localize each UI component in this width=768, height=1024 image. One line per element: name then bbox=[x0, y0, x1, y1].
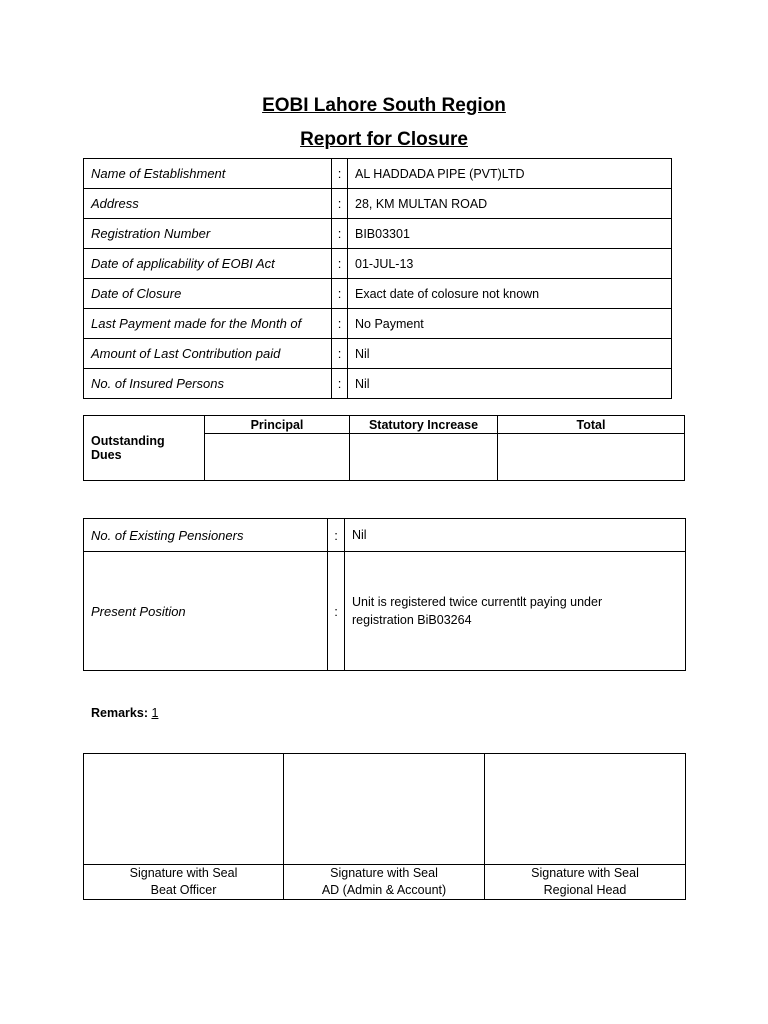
column-header-statutory-increase: Statutory Increase bbox=[350, 416, 498, 434]
signature-line: Signature with Seal bbox=[129, 866, 238, 880]
detail-colon: : bbox=[332, 219, 348, 249]
remarks-value: 1 bbox=[151, 706, 159, 720]
signature-box-beat-officer bbox=[84, 754, 284, 865]
pensioners-value: Nil bbox=[345, 519, 686, 552]
signatory-title: Beat Officer bbox=[150, 883, 217, 897]
detail-colon: : bbox=[332, 279, 348, 309]
present-position-colon: : bbox=[328, 552, 345, 671]
detail-row-closure-date bbox=[84, 279, 672, 309]
detail-row-establishment-name bbox=[84, 159, 672, 189]
pensioners-colon: : bbox=[328, 519, 345, 552]
present-position-line-2: registration BiB03264 bbox=[352, 613, 472, 627]
signature-caption-beat-officer bbox=[84, 865, 284, 900]
detail-value: BIB03301 bbox=[348, 219, 672, 249]
detail-label: Date of Closure bbox=[84, 279, 332, 309]
detail-value: 28, KM MULTAN ROAD bbox=[348, 189, 672, 219]
signatory-title: AD (Admin & Account) bbox=[321, 883, 447, 897]
outstanding-dues-label: Outstanding Dues bbox=[84, 416, 205, 481]
detail-colon: : bbox=[332, 249, 348, 279]
signature-caption-regional-head bbox=[485, 865, 686, 900]
detail-label: Registration Number bbox=[84, 219, 332, 249]
detail-row-address bbox=[84, 189, 672, 219]
report-subtitle: Report for Closure bbox=[300, 129, 468, 150]
report-title: EOBI Lahore South Region bbox=[262, 95, 506, 116]
detail-value: AL HADDADA PIPE (PVT)LTD bbox=[348, 159, 672, 189]
detail-row-last-payment bbox=[84, 309, 672, 339]
total-value bbox=[498, 434, 685, 481]
detail-label: No. of Insured Persons bbox=[84, 369, 332, 399]
principal-value bbox=[205, 434, 350, 481]
signature-box-ad-admin bbox=[284, 754, 485, 865]
establishment-details-table bbox=[83, 158, 672, 399]
detail-row-last-contribution bbox=[84, 339, 672, 369]
present-position-value bbox=[345, 552, 686, 671]
detail-label: Last Payment made for the Month of bbox=[84, 309, 332, 339]
detail-value: 01-JUL-13 bbox=[348, 249, 672, 279]
present-position-line-1: Unit is registered twice currentlt paying under bbox=[352, 595, 603, 609]
pensioners-label: No. of Existing Pensioners bbox=[84, 519, 328, 552]
detail-label: Amount of Last Contribution paid bbox=[84, 339, 332, 369]
detail-colon: : bbox=[332, 339, 348, 369]
statutory-increase-value bbox=[350, 434, 498, 481]
present-position-label: Present Position bbox=[84, 552, 328, 671]
signature-line: Signature with Seal bbox=[531, 866, 639, 880]
signature-box-regional-head bbox=[485, 754, 686, 865]
detail-value: Exact date of colosure not known bbox=[348, 279, 672, 309]
column-header-principal: Principal bbox=[205, 416, 350, 434]
detail-value: Nil bbox=[348, 369, 672, 399]
detail-colon: : bbox=[332, 159, 348, 189]
signatures-table bbox=[83, 753, 686, 900]
detail-label: Address bbox=[84, 189, 332, 219]
detail-colon: : bbox=[332, 309, 348, 339]
detail-colon: : bbox=[332, 369, 348, 399]
pensioners-row bbox=[84, 519, 686, 552]
detail-row-insured-persons bbox=[84, 369, 672, 399]
remarks bbox=[91, 706, 158, 720]
detail-row-applicability-date bbox=[84, 249, 672, 279]
remarks-label: Remarks: bbox=[91, 706, 148, 720]
detail-value: No Payment bbox=[348, 309, 672, 339]
signatory-title: Regional Head bbox=[543, 883, 627, 897]
column-header-total: Total bbox=[498, 416, 685, 434]
position-table bbox=[83, 518, 686, 671]
outstanding-dues-table bbox=[83, 415, 685, 481]
detail-value: Nil bbox=[348, 339, 672, 369]
signature-line: Signature with Seal bbox=[330, 866, 438, 880]
signature-caption-ad-admin bbox=[284, 865, 485, 900]
present-position-row bbox=[84, 552, 686, 671]
detail-label: Name of Establishment bbox=[84, 159, 332, 189]
detail-colon: : bbox=[332, 189, 348, 219]
detail-label: Date of applicability of EOBI Act bbox=[84, 249, 332, 279]
detail-row-registration-number bbox=[84, 219, 672, 249]
